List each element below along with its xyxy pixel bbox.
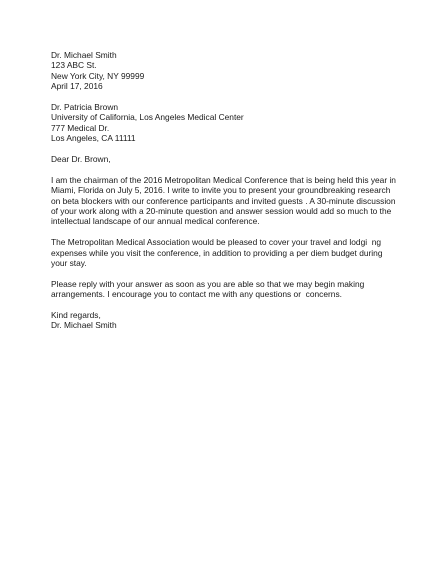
paragraph-line: I am the chairman of the 2016 Metropolitan Medical Conference that is being held this year in <box>51 174 396 185</box>
paragraph-line: The Metropolitan Medical Association would be pleased to cover your travel and lodgi ng <box>51 237 382 248</box>
paragraph-line: your stay. <box>51 258 87 269</box>
letter-date: April 17, 2016 <box>51 81 103 92</box>
closing-block <box>51 310 391 331</box>
signature: Dr. Michael Smith <box>51 320 117 331</box>
paragraph-reply <box>51 279 391 300</box>
recipient-organization: University of California, Los Angeles Medical Center <box>51 112 244 123</box>
paragraph-line: Please reply with your answer as soon as you are able so that we may begin making <box>51 278 365 289</box>
paragraph-line: intellectual landscape of our annual medical conference. <box>51 216 260 227</box>
recipient-city: Los Angeles, CA 11111 <box>51 133 136 144</box>
sender-city: New York City, NY 99999 <box>51 70 145 81</box>
paragraph-line: of your work along with a 20-minute question and answer session would add so much to the <box>51 206 392 217</box>
recipient-address <box>51 102 391 144</box>
paragraph-line: Miami, Florida on July 5, 2016. I write to invite you to present your groundbreaking research <box>51 185 391 196</box>
sender-street: 123 ABC St. <box>51 60 97 71</box>
paragraph-line: on beta blockers with our conference participants and invited guests . A 30-minute discussion <box>51 195 396 206</box>
salutation: Dear Dr. Brown, <box>51 154 111 165</box>
paragraph-invitation <box>51 174 396 227</box>
sender-name: Dr. Michael Smith <box>51 50 117 60</box>
paragraph-line: arrangements. I encourage you to contact me with any questions or concerns. <box>51 289 342 300</box>
paragraph-line: expenses while you visit the conference, in addition to providing a per diem budget during <box>51 247 383 258</box>
letter-body <box>51 50 396 331</box>
recipient-street: 777 Medical Dr. <box>51 122 110 133</box>
paragraph-expenses <box>51 237 391 268</box>
sender-address <box>51 50 391 92</box>
recipient-name: Dr. Patricia Brown <box>51 102 119 113</box>
closing: Kind regards, <box>51 310 101 321</box>
